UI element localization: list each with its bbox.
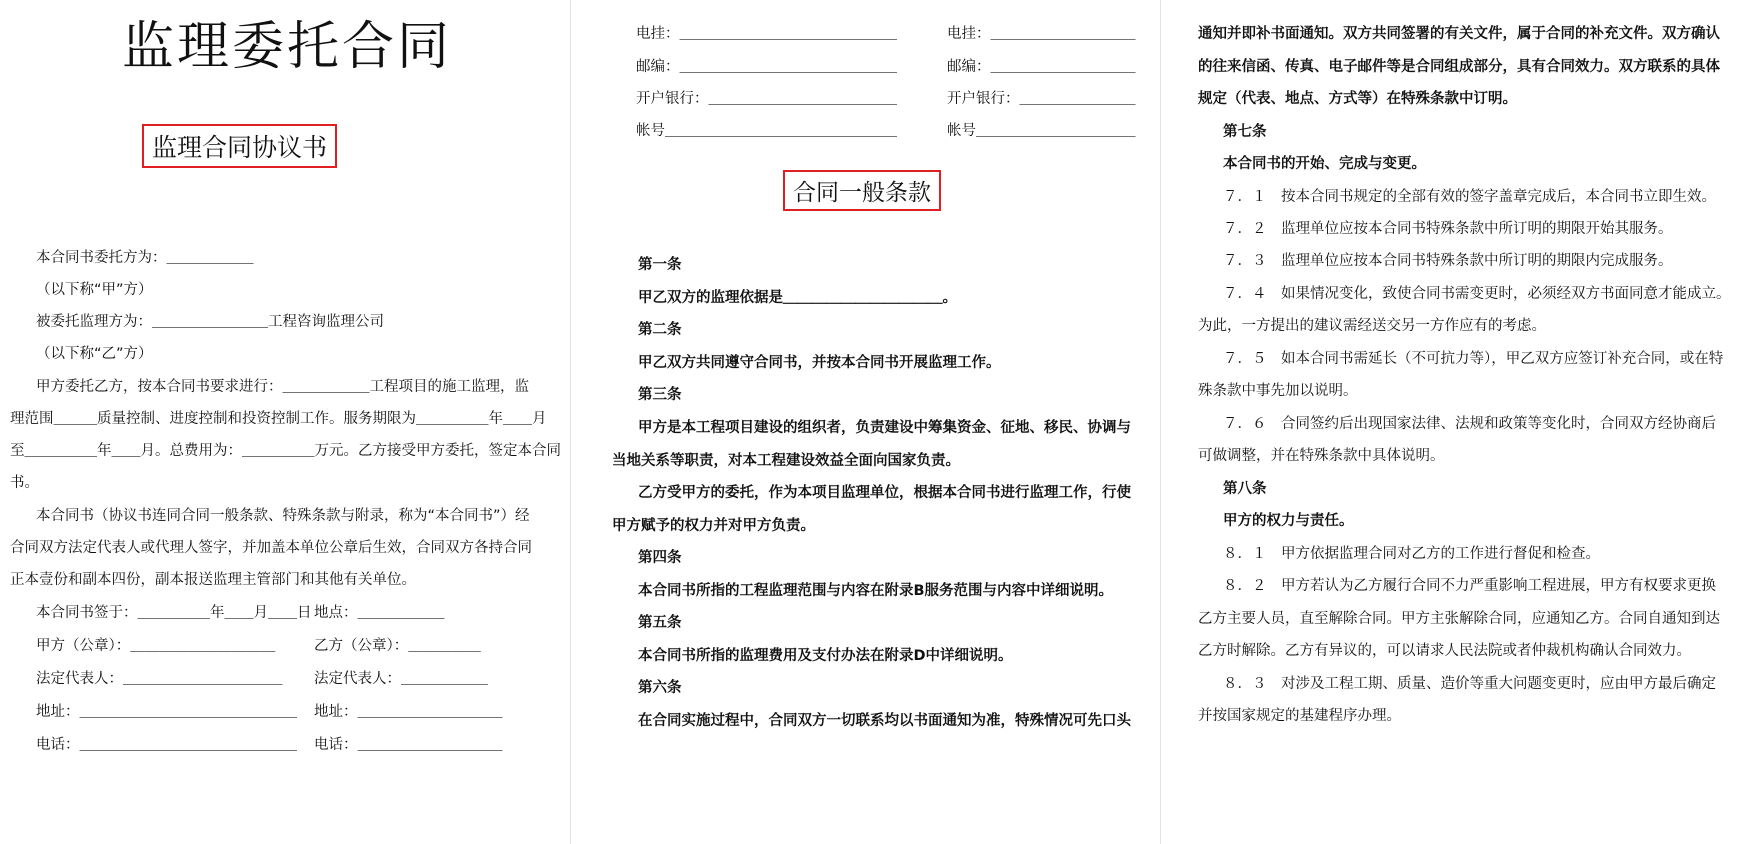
contact-field-right: 邮编：＿＿＿＿＿＿＿＿＿＿	[947, 59, 1136, 75]
clause-line: ７．４ 如果情况变化，致使合同书需变更时，必须经双方书面同意才能成立。	[1223, 286, 1731, 302]
clause-line: ７．３ 监理单位应按本合同书特殊条款中所订明的期限内完成服务。	[1223, 253, 1673, 269]
page-column-2	[570, 0, 1160, 844]
clause-line: ８．１ 甲方依据监理合同对乙方的工作进行督促和检查。	[1223, 546, 1600, 562]
paragraph-line: 本合同书（协议书连同合同一般条款、特殊条款与附录，称为“本合同书”）经	[36, 508, 530, 524]
clause-line: 并按国家规定的基建程序办理。	[1198, 708, 1401, 724]
article-text: 规定（代表、地点、方式等）在特殊条款中订明。	[1198, 91, 1517, 107]
document-title: 监理委托合同	[122, 17, 453, 77]
contact-field-right: 开户银行：＿＿＿＿＿＿＿＿	[947, 91, 1136, 107]
contact-field-left: 电挂：＿＿＿＿＿＿＿＿＿＿＿＿＿＿＿	[636, 26, 897, 42]
clause-line: ７．６ 合同签约后出现国家法律、法规和政策等变化时，合同双方经协商后	[1223, 416, 1716, 432]
page-column-3	[1160, 0, 1738, 844]
article-text: 本合同书所指的监理费用及支付办法在附录D中详细说明。	[638, 648, 1013, 664]
section-title-general-terms: 合同一般条款	[783, 170, 941, 211]
article-heading: 第一条	[638, 257, 682, 273]
paragraph-line: 至＿＿＿＿＿年＿＿月。总费用为：＿＿＿＿＿万元。乙方接受甲方委托，签定本合同	[10, 443, 561, 459]
page-column-1	[0, 0, 570, 844]
article-heading: 第五条	[638, 615, 682, 631]
article-text: 乙方受甲方的委托，作为本项目监理单位，根据本合同书进行监理工作，行使	[638, 485, 1131, 501]
article-text: 当地关系等职责，对本工程建设效益全面向国家负责。	[612, 453, 960, 469]
sign-field-right: 地址：＿＿＿＿＿＿＿＿＿＿	[314, 704, 503, 720]
contact-field-left: 开户银行：＿＿＿＿＿＿＿＿＿＿＿＿＿	[636, 91, 897, 107]
clause-line: 殊条款中事先加以说明。	[1198, 383, 1358, 399]
paragraph-line: （以下称“乙”方）	[36, 346, 153, 362]
sign-field-left: 甲方（公章）：＿＿＿＿＿＿＿＿＿＿	[36, 638, 276, 654]
clause-line: 乙方主要人员，直至解除合同。甲方主张解除合同，应通知乙方。合同自通知到达	[1198, 611, 1720, 627]
sign-field-left: 地址：＿＿＿＿＿＿＿＿＿＿＿＿＿＿＿	[36, 704, 297, 720]
article-text: 甲方赋予的权力并对甲方负责。	[612, 518, 815, 534]
article-text: 在合同实施过程中，合同双方一切联系均以书面通知为准，特殊情况可先口头	[638, 713, 1131, 729]
article-heading: 第二条	[638, 322, 682, 338]
paragraph-line: 本合同书委托方为：＿＿＿＿＿＿	[36, 250, 254, 266]
article-text: 的往来信函、传真、电子邮件等是合同组成部分，具有合同效力。双方联系的具体	[1198, 59, 1720, 75]
paragraph-line: 被委托监理方为：＿＿＿＿＿＿＿＿工程咨询监理公司	[36, 314, 384, 330]
article-text: 甲乙双方的监理依据是＿＿＿＿＿＿＿＿＿＿＿。	[638, 290, 957, 306]
clause-line: ８．３ 对涉及工程工期、质量、造价等重大问题变更时，应由甲方最后确定	[1223, 676, 1716, 692]
article-heading: 第三条	[638, 387, 682, 403]
paragraph-line: 理范围＿＿＿质量控制、进度控制和投资控制工作。服务期限为＿＿＿＿＿年＿＿月	[10, 411, 547, 427]
article-text: 本合同书的开始、完成与变更。	[1223, 156, 1426, 172]
article-text: 本合同书所指的工程监理范围与内容在附录B服务范围与内容中详细说明。	[638, 583, 1114, 599]
sign-field-left: 电话：＿＿＿＿＿＿＿＿＿＿＿＿＿＿＿	[36, 737, 297, 753]
article-heading: 第七条	[1223, 124, 1267, 140]
article-text: 甲方的权力与责任。	[1223, 513, 1354, 529]
contact-field-left: 帐号＿＿＿＿＿＿＿＿＿＿＿＿＿＿＿＿	[636, 123, 897, 139]
article-text: 甲乙双方共同遵守合同书，并按本合同书开展监理工作。	[638, 355, 1001, 371]
paragraph-line: 甲方委托乙方，按本合同书要求进行：＿＿＿＿＿＿工程项目的施工监理，监	[36, 379, 529, 395]
sign-field-right: 地点：＿＿＿＿＿＿	[314, 605, 445, 621]
sign-field-right: 法定代表人：＿＿＿＿＿＿	[314, 671, 488, 687]
contact-field-right: 电挂：＿＿＿＿＿＿＿＿＿＿	[947, 26, 1136, 42]
sign-field-right: 乙方（公章）：＿＿＿＿＿	[314, 638, 481, 654]
article-text: 甲方是本工程项目建设的组织者，负责建设中筹集资金、征地、移民、协调与	[638, 420, 1131, 436]
sign-field-left: 法定代表人：＿＿＿＿＿＿＿＿＿＿＿	[36, 671, 283, 687]
clause-line: 为此，一方提出的建议需经送交另一方作应有的考虑。	[1198, 318, 1546, 334]
clause-line: ７．５ 如本合同书需延长（不可抗力等），甲乙双方应签订补充合同，或在特	[1223, 351, 1724, 367]
clause-line: 可做调整，并在特殊条款中具体说明。	[1198, 448, 1445, 464]
sign-field-right: 电话：＿＿＿＿＿＿＿＿＿＿	[314, 737, 503, 753]
subtitle-agreement: 监理合同协议书	[142, 124, 337, 168]
paragraph-line: 合同双方法定代表人或代理人签字，并加盖本单位公章后生效，合同双方各持合同	[10, 540, 532, 556]
clause-line: ７．１ 按本合同书规定的全部有效的签字盖章完成后，本合同书立即生效。	[1223, 189, 1716, 205]
clause-line: ７．２ 监理单位应按本合同书特殊条款中所订明的期限开始其服务。	[1223, 221, 1673, 237]
contact-field-right: 帐号＿＿＿＿＿＿＿＿＿＿＿	[947, 123, 1136, 139]
clause-line: 乙方时解除。乙方有异议的，可以请求人民法院或者仲裁机构确认合同效力。	[1198, 643, 1691, 659]
clause-line: ８．２ 甲方若认为乙方履行合同不力严重影响工程进展，甲方有权要求更换	[1223, 578, 1716, 594]
paragraph-line: 正本壹份和副本四份，副本报送监理主管部门和其他有关单位。	[10, 572, 416, 588]
sign-field-left: 本合同书签于：＿＿＿＿＿年＿＿月＿＿日	[36, 605, 312, 621]
paragraph-line: （以下称“甲”方）	[36, 282, 153, 298]
article-text: 通知并即补书面通知。双方共同签署的有关文件，属于合同的补充文件。双方确认	[1198, 26, 1720, 42]
contact-field-left: 邮编：＿＿＿＿＿＿＿＿＿＿＿＿＿＿＿	[636, 59, 897, 75]
article-heading: 第四条	[638, 550, 682, 566]
article-heading: 第六条	[638, 680, 682, 696]
article-heading: 第八条	[1223, 481, 1267, 497]
paragraph-line: 书。	[10, 475, 39, 491]
